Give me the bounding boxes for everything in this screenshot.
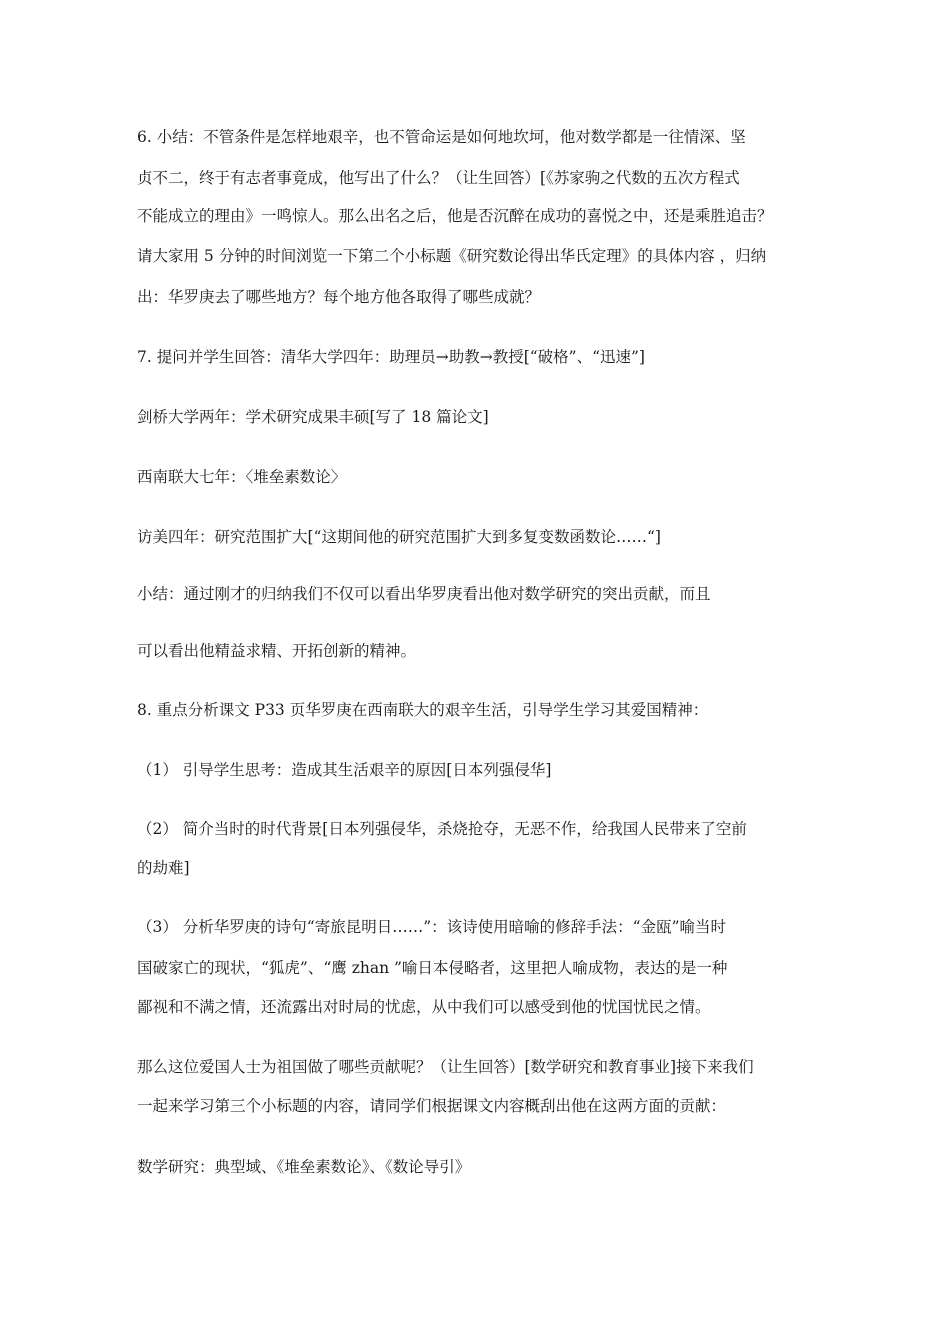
text-line: 6. 小结：不管条件是怎样地艰辛，也不管命运是如何地坎坷，他对数学都是一往情深、坚: [137, 128, 746, 146]
text-line: （3） 分析华罗庚的诗句“寄旅昆明日……”：该诗使用暗喻的修辞手法：“金瓯”喻当时: [137, 918, 726, 936]
text-line: 剑桥大学两年：学术研究成果丰硕[写了 18 篇论文]: [137, 408, 489, 426]
text-line: 小结：通过刚才的归纳我们不仅可以看出华罗庚看出他对数学研究的突出贡献，而且: [137, 585, 711, 603]
text-line: 贞不二，终于有志者事竟成，他写出了什么？（让生回答）[《苏家驹之代数的五次方程式: [137, 169, 740, 187]
text-line: 数学研究：典型域、《堆垒素数论》、《数论导引》: [137, 1158, 471, 1176]
text-line: （1） 引导学生思考：造成其生活艰辛的原因[日本列强侵华]: [137, 761, 552, 779]
text-line: 不能成立的理由》一鸣惊人。那么出名之后，他是否沉醉在成功的喜悦之中，还是乘胜追击？: [137, 207, 773, 225]
text-line: 请大家用 5 分钟的时间浏览一下第二个小标题《研究数论得出华氏定理》的具体内容 ，归纳: [137, 247, 767, 265]
text-line: 可以看出他精益求精、开拓创新的精神。: [137, 642, 417, 660]
text-line: 出：华罗庚去了哪些地方？每个地方他各取得了哪些成就？: [137, 288, 541, 306]
text-line: 7. 提问并学生回答：清华大学四年：助理员→助教→教授[“破格”、“迅速”]: [137, 348, 645, 366]
text-line: 的劫难]: [137, 859, 190, 877]
text-line: 国破家亡的现状，“狐虎”、“鹰 zhan ”喻日本侵略者，这里把人喻成物，表达的是一种: [137, 959, 728, 977]
text-line: 访美四年：研究范围扩大[“这期间他的研究范围扩大到多复变数函数论……“]: [137, 528, 661, 546]
text-line: 一起来学习第三个小标题的内容，请同学们根据课文内容概刮出他在这两方面的贡献：: [137, 1097, 727, 1115]
text-line: （2） 简介当时的时代背景[日本列强侵华，杀烧抢夺，无恶不作，给我国人民带来了空前: [137, 820, 747, 838]
text-line: 鄙视和不满之情，还流露出对时局的忧虑，从中我们可以感受到他的忧国忧民之情。: [137, 998, 711, 1016]
text-line: 那么这位爱国人士为祖国做了哪些贡献呢？（让生回答）[数学研究和教育事业]接下来我们: [137, 1058, 754, 1076]
text-line: 8. 重点分析课文 P33 页华罗庚在西南联大的艰辛生活，引导学生学习其爱国精神：: [137, 701, 709, 719]
text-line: 西南联大七年：〈堆垒素数论〉: [137, 468, 347, 486]
